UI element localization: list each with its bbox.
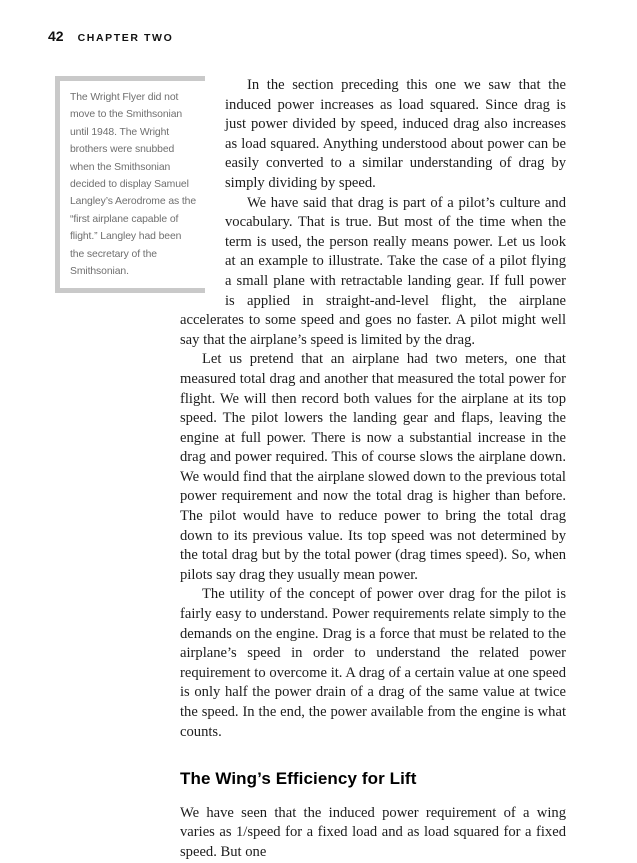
main-text-column bbox=[70, 76, 566, 863]
body-paragraph: We have seen that the induced power requirement of a wing varies as 1/speed for a fixed load and as load squared for a fixed speed. But one bbox=[180, 804, 566, 860]
section-heading: The Wing’s Efficiency for Lift bbox=[180, 769, 417, 789]
body-paragraph: The utility of the concept of power over drag for the pilot is fairly easy to understand. Power requirements relate simply to the demands on the engine. Drag is a force that must be related to the airplane’s speed in order to understand the related power requirement to overcome it. A drag of a certain value at one speed is only half the power drain of a drag of the same value at twice the speed. In the end, the power available from the engine is what counts. bbox=[180, 586, 566, 740]
chapter-label: CHAPTER TWO bbox=[77, 32, 174, 44]
sidebar-note-text: The Wright Flyer did not move to the Smithsonian until 1948. The Wright brothers were snubbed when the Smithsonian decided to display Samuel Langley’s Aerodrome as the “first airplane capable of flight.” Langley had been the secretary of the Smithsonian. bbox=[70, 92, 197, 278]
body-paragraph: We have said that drag is part of a pilot’s culture and vocabulary. That is true. But most of the time when the term is used, the person really means power. Let us look at an example to illustrate. Take the case of a pilot flying a small plane with retractable landing gear. If full power is applied in straight-and-level flight, the airplane accelerates to some speed and goes no faster. A pilot might well say that the airplane’s speed is limited by the drag. bbox=[180, 194, 566, 348]
page-number: 42 bbox=[48, 28, 64, 44]
body-paragraph: Let us pretend that an airplane had two meters, one that measured total drag and another that measured the total power for flight. We will then record both values for the airplane at its top speed. The pilot lowers the landing gear and flaps, leaving the engine at full power. There is now a substantial increase in the drag and power required. This of course slows the airplane down. We would find that the airplane slowed down to the previous total power requirement and now the total drag is higher than before. The pilot would have to reduce power to bring the total drag down to its previous value. Its top speed was not determined by the total drag but by the total power (drag times speed). So, when pilots say drag they usually mean power. bbox=[180, 351, 566, 583]
running-head bbox=[48, 28, 173, 44]
sidebar-note bbox=[55, 76, 205, 293]
body-paragraph: In the section preceding this one we saw that the induced power increases as load squared. Since drag is just power divided by speed, induced drag also increases as load squared. Anything understood about power can be easily converted to a similar understanding of drag by simply dividing by speed. bbox=[225, 77, 566, 191]
